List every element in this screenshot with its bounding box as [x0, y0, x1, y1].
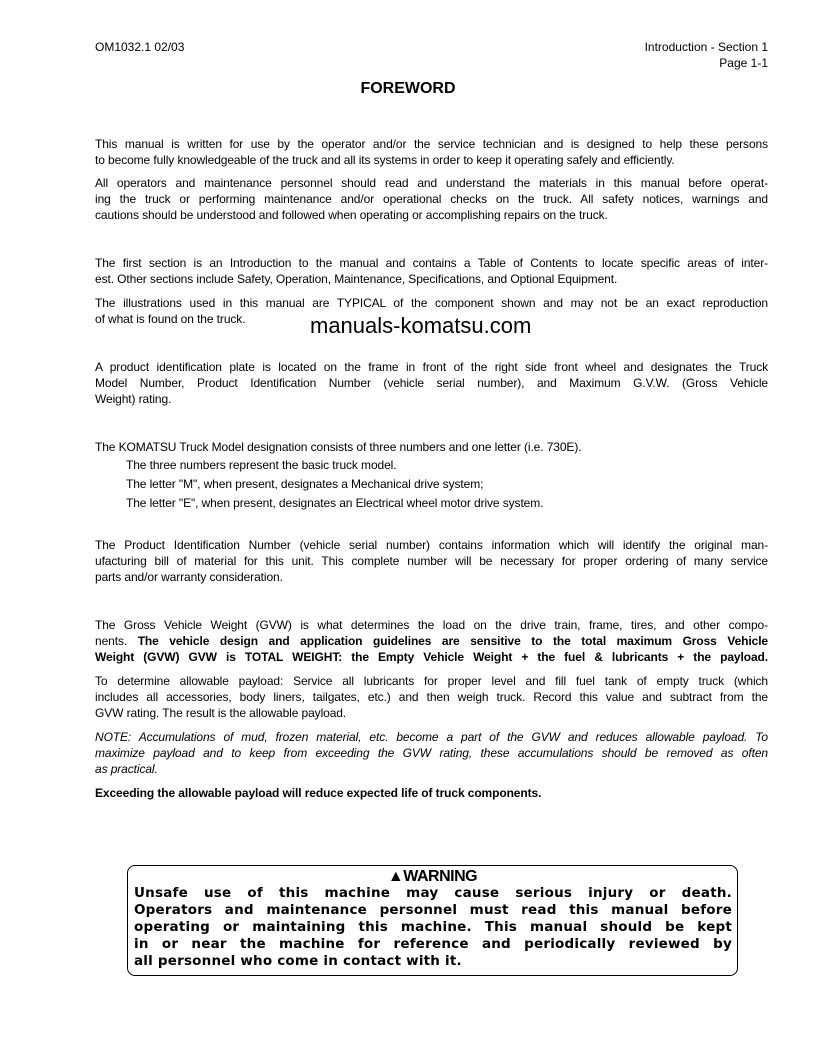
list-item: The three numbers represent the basic truck model.: [126, 458, 397, 472]
paragraph-line: The first section is an Introduction to the manual and contains a Table of Contents to locate specific areas of inter-: [95, 256, 768, 270]
note-line: as practical.: [95, 762, 158, 776]
paragraph-line: cautions should be understood and followed when operating or accomplishing repairs on the truck.: [95, 208, 608, 222]
paragraph-line: includes all accessories, body liners, tailgates, etc.) and then weigh truck. Record this value and subtract from the: [95, 690, 768, 704]
paragraph-line: est. Other sections include Safety, Operation, Maintenance, Specifications, and Optional Equipment.: [95, 272, 618, 286]
paragraph-line: Weight) rating.: [95, 392, 172, 406]
paragraph-line: ufacturing bill of material for this unit. This complete number will be necessary for proper ordering of many service: [95, 554, 768, 568]
paragraph-line: The KOMATSU Truck Model designation consists of three numbers and one letter (i.e. 730E).: [95, 440, 582, 454]
paragraph-line: The Product Identification Number (vehicle serial number) contains information which will identify the original man-: [95, 538, 768, 552]
paragraph-line: All operators and maintenance personnel should read and understand the materials in this manual before operat-: [95, 176, 768, 190]
warning-title: ▲WARNING: [387, 868, 478, 885]
note-line: NOTE: Accumulations of mud, frozen material, etc. become a part of the GVW and reduces allowable payload. To: [95, 730, 768, 744]
warning-line: in or near the machine for reference and periodically reviewed by: [134, 936, 732, 952]
paragraph-line: To determine allowable payload: Service all lubricants for proper level and fill fuel tank of empty truck (which: [95, 674, 768, 688]
bold-note: Exceeding the allowable payload will reduce expected life of truck components.: [95, 786, 542, 800]
paragraph-line: Weight (GVW) GVW is TOTAL WEIGHT: the Empty Vehicle Weight + the fuel & lubricants + the payload.: [95, 650, 768, 664]
paragraph-line: GVW rating. The result is the allowable payload.: [95, 706, 347, 720]
paragraph-line: ing the truck or performing maintenance and/or operational checks on the truck. All safety notices, warnings and: [95, 192, 768, 206]
paragraph-line: Model Number, Product Identification Number (vehicle serial number), and Maximum G.V.W. (Gross Vehicle: [95, 376, 768, 390]
page-number: Page 1-1: [719, 56, 768, 70]
warning-line: operating or maintaining this machine. This manual should be kept: [134, 919, 732, 935]
paragraph-line: The Gross Vehicle Weight (GVW) is what determines the load on the drive train, frame, tires, and other compo-: [95, 618, 768, 632]
list-item: The letter "M", when present, designates a Mechanical drive system;: [126, 477, 484, 491]
text-normal: nents.: [95, 634, 128, 648]
paragraph-line: of what is found on the truck.: [95, 312, 246, 326]
doc-id: OM1032.1 02/03: [95, 40, 185, 54]
page-title: FOREWORD: [360, 80, 456, 97]
warning-line: Operators and maintenance personnel must read this manual before: [134, 902, 732, 918]
paragraph-line: to become fully knowledgeable of the truck and all its systems in order to keep it operating safely and efficiently.: [95, 153, 675, 167]
text-bold: The vehicle design and application guidelines are sensitive to the total maximum Gross Vehicle: [137, 634, 769, 648]
paragraph-line: The illustrations used in this manual are TYPICAL of the component shown and may not be an exact reproduction: [95, 296, 768, 310]
list-item: The letter "E", when present, designates an Electrical wheel motor drive system.: [126, 496, 544, 510]
warning-line: Unsafe use of this machine may cause serious injury or death.: [134, 885, 732, 901]
paragraph-line: This manual is written for use by the operator and/or the service technician and is designed to help these persons: [95, 137, 768, 151]
paragraph-line: A product identification plate is located on the frame in front of the right side front wheel and designates the Truck: [95, 360, 768, 374]
warning-triangle-icon: ▲: [387, 868, 404, 885]
paragraph-line: [95, 633, 768, 649]
warning-line: all personnel who come in contact with it.: [134, 953, 462, 969]
watermark: manuals-komatsu.com: [310, 313, 532, 338]
note-line: maximize payload and to keep from exceeding the GVW rating, these accumulations should be removed as often: [95, 746, 768, 760]
section-label: Introduction - Section 1: [644, 40, 768, 54]
warning-box: [127, 865, 738, 976]
paragraph-line: parts and/or warranty consideration.: [95, 570, 283, 584]
